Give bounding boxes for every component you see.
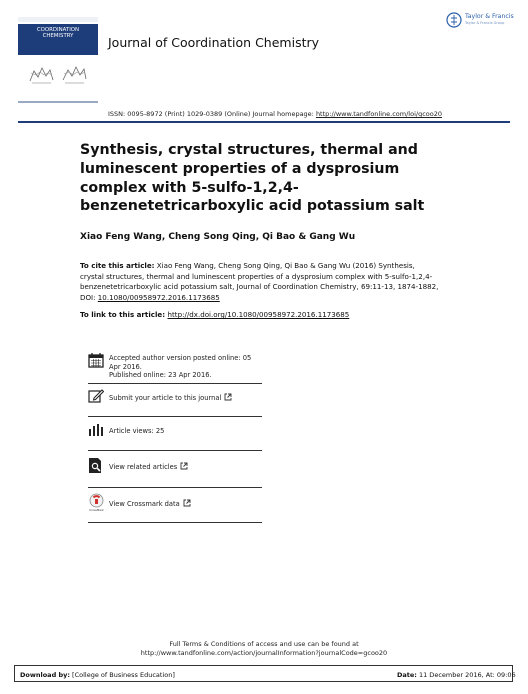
download-value: [College of Business Education] [69, 671, 175, 679]
cover-title-line2: CHEMISTRY [42, 33, 74, 39]
publisher-name: Taylor & Francis [465, 13, 514, 20]
info-divider [88, 450, 262, 451]
article-views-row [88, 423, 262, 439]
article-link-line [80, 310, 349, 319]
cover-structure-left-icon [28, 63, 55, 85]
external-link-icon [180, 462, 188, 470]
info-divider [88, 416, 262, 417]
info-divider [88, 522, 262, 523]
article-title: Synthesis, crystal structures, thermal and luminescent properties of a dysprosium complex with 5-sulfo-1,2,4-benzenetetricarboxylic acid potassium salt [80, 142, 425, 215]
date-label: Date: [397, 671, 417, 679]
download-by [20, 671, 175, 679]
external-link-icon [183, 499, 191, 507]
related-articles-row[interactable] [88, 457, 262, 475]
issn-text: ISSN: 0095-8972 (Print) 1029-0389 (Online) Journal homepage: [108, 110, 316, 118]
crossmark-row[interactable] [88, 493, 262, 513]
edit-icon [88, 389, 104, 403]
citation-block [80, 261, 440, 303]
crossmark-badge-label: CrossMark [89, 508, 104, 512]
info-divider [88, 383, 262, 384]
journal-homepage-link[interactable]: http://www.tandfonline.com/loi/gcoo20 [315, 110, 443, 118]
link-label: To link to this article: [80, 310, 168, 319]
taylor-francis-logo[interactable] [446, 12, 514, 32]
publisher-logo-icon [446, 12, 462, 28]
article-views: Article views: 25 [109, 427, 165, 435]
crossmark-link[interactable]: View Crossmark data [109, 500, 180, 508]
article-doi-link[interactable]: http://dx.doi.org/10.1080/00958972.2016.1173685 [167, 310, 350, 319]
accepted-date: Accepted author version posted online: 05 Apr 2016. [109, 354, 252, 371]
publisher-subtitle: Taylor & Francis Group [465, 21, 505, 25]
submit-article-link[interactable]: Submit your article to this journal [109, 394, 222, 402]
external-link-icon [224, 393, 232, 401]
terms-url-link[interactable]: http://www.tandfonline.com/action/journalInformation?journalCode=gcoo20 [140, 649, 388, 657]
info-divider [88, 487, 262, 488]
published-date: Published online: 23 Apr 2016. [109, 371, 212, 380]
terms-line: Full Terms & Conditions of access and use can be found at [169, 640, 359, 648]
date-value: 11 December 2016, At: 09:06 [416, 671, 516, 679]
submit-article-row[interactable] [88, 389, 262, 405]
article-authors: Xiao Feng Wang, Cheng Song Qing, Qi Bao & Gang Wu [80, 232, 356, 242]
header-divider [18, 121, 510, 123]
footer-terms [0, 640, 528, 658]
related-articles-link[interactable]: View related articles [109, 463, 178, 471]
journal-cover-image [18, 17, 98, 108]
cover-title-line1: COORDINATION [36, 27, 80, 33]
calendar-icon [88, 352, 104, 368]
download-label: Download by: [20, 671, 70, 679]
publication-dates-row [88, 352, 262, 382]
cover-structure-right-icon [61, 63, 88, 85]
cite-text: Xiao Feng Wang, Cheng Song Qing, Qi Bao & Gang Wu (2016) Synthesis, crystal structures, thermal and luminescent properties of a dysprosium complex with 5-sulfo-1,2,4-benzenetetricarboxylic acid potassium salt, Journal of Coordination Chemistry, 69:11-13, 1874-1882, DOI: [80, 261, 439, 302]
cite-doi-link[interactable]: 10.1080/00958972.2016.1173685 [97, 292, 220, 302]
related-articles-icon [88, 457, 104, 474]
download-date [397, 671, 516, 679]
journal-title[interactable]: Journal of Coordination Chemistry [108, 35, 320, 50]
cite-label: To cite this article: [80, 261, 155, 270]
bar-chart-icon [88, 423, 104, 437]
issn-line [108, 110, 442, 118]
